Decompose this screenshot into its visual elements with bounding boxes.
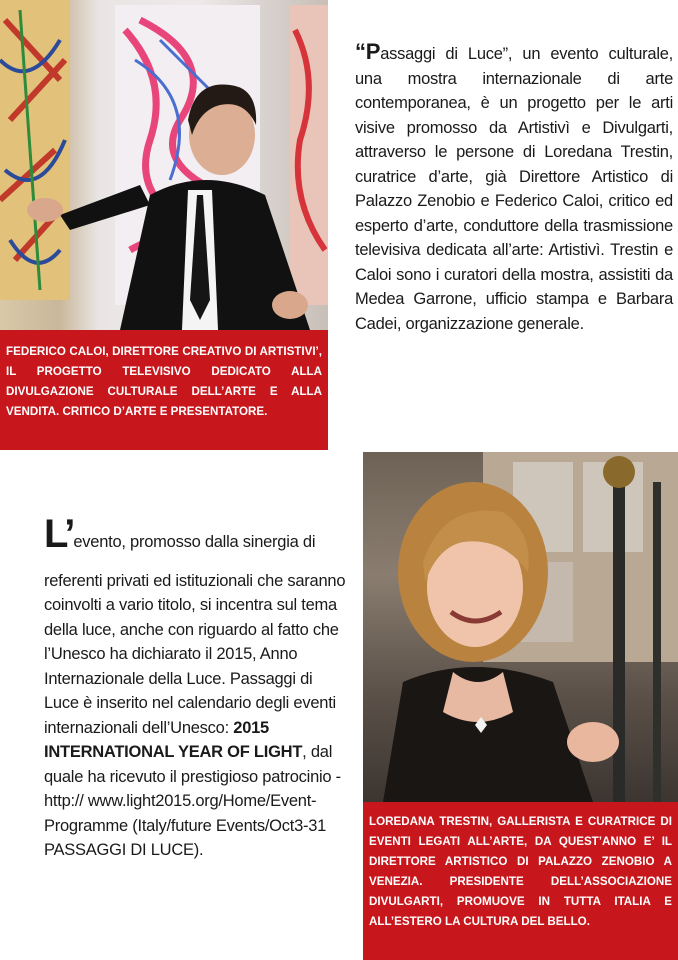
event-paragraph (44, 514, 346, 863)
event-paragraph-lead: evento, promosso dalla sinergia di (73, 533, 316, 551)
photo-caption-federico-caloi: FEDERICO CALOI, DIRETTORE CREATIVO DI ARTISTIVI’, IL PROGETTO TELEVISIVO DEDICATO ALLA DIVULGAZIONE CULTURALE DELL’ARTE E ALLA VENDITA. CRITICO D’ARTE E PRESENTATORE. (0, 330, 328, 450)
year-of-light-bold: 2015 INTERNATIONAL YEAR OF LIGHT (44, 718, 303, 761)
intro-paragraph (355, 40, 673, 336)
photo-loredana-trestin (363, 452, 678, 802)
intro-paragraph-text: assaggi di Luce”, un evento culturale, una mostra internazionale di arte contemporanea, è un progetto per le arti visive promosso da Artistivì e Divulgarti, attraverso le persone di Loredana Trestin, curatrice d’arte, già Direttore Artistico di Palazzo Zenobio e Federico Caloi, critico ed esperto d’arte, conduttore della trasmissione televisiva dedicata all’arte: Artistivì. Trestin e Caloi sono i curatori della mostra, assistiti da Medea Garrone, ufficio stampa e Barbara Cadei, organizzazione generale. (355, 45, 673, 333)
drop-cap: L’ (44, 512, 74, 556)
photo-caption-loredana-trestin: LOREDANA TRESTIN, GALLERISTA E CURATRICE DI EVENTI LEGATI ALL’ARTE, DA QUEST’ANNO E’ IL DIRETTORE ARTISTICO DI PALAZZO ZENOBIO A VENEZIA. PRESIDENTE DELL’ASSOCIAZIONE DIVULGARTI, PROMUOVE IN TUTTA ITALIA E ALL’ESTERO LA CULTURA DEL BELLO. (363, 802, 678, 960)
photo-loredana-trestin-illustration (363, 452, 678, 802)
initial-letter: P (365, 39, 381, 64)
open-quote: “ (355, 39, 366, 64)
photo-federico-caloi (0, 0, 328, 330)
photo-federico-caloi-illustration (0, 0, 328, 330)
event-paragraph-text-a: referenti privati ed istituzionali che saranno coinvolti a vario titolo, si incentra sul tema della luce, anche con riguardo al fatto che l’Unesco ha dichiarato il 2015, Anno Internazionale della Luce. Passaggi di Luce è inserito nel calendario degli eventi internazionali dell’Unesco: (44, 571, 346, 737)
event-paragraph-text-b: , dal quale ha ricevuto il prestigioso patrocinio - http:// www.light2015.org/Home/Event-Programme (Italy/future Events/Oct3-31 PASSAGGI DI LUCE). (44, 743, 341, 859)
event-paragraph-lead-line (44, 514, 346, 555)
